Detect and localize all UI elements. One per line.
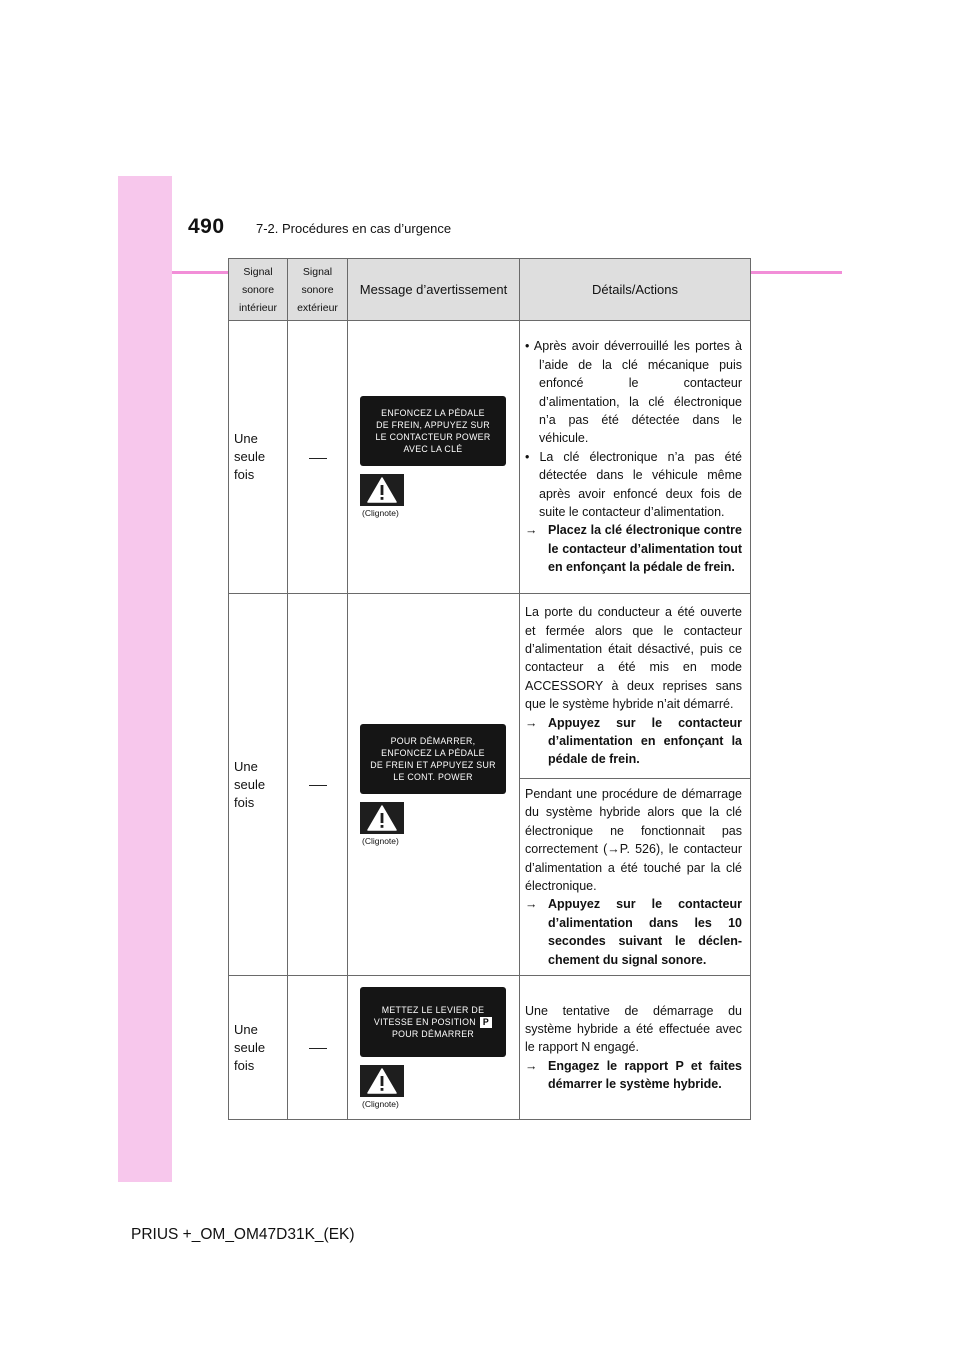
multi-info-display-message: POUR DÉMARRER, ENFONCEZ LA PÉDALE DE FREIN ET APPUYEZ SUR LE CONT. POWER — [360, 724, 506, 794]
interior-buzzer-cell: Une seule fois — [229, 976, 288, 1120]
arrow-icon: → — [525, 523, 538, 538]
warning-triangle-icon — [360, 474, 404, 506]
header-exterior-buzzer: Signal sonore extérieur — [288, 259, 348, 321]
warning-message-cell — [348, 321, 520, 594]
page-number: 490 — [188, 215, 225, 238]
arrow-icon: → — [525, 1058, 538, 1073]
warning-message-cell — [348, 976, 520, 1120]
blink-note: (Clignote) — [362, 835, 399, 846]
exterior-buzzer-cell — [288, 976, 348, 1120]
warning-triangle-icon — [360, 802, 404, 834]
detail-action: → Appuyez sur le contacteur d’alimentation en enfonçant la pédale de frein. — [525, 715, 742, 767]
exterior-buzzer-cell — [288, 594, 348, 976]
header-warning-message: Message d’avertissement — [348, 259, 520, 321]
details-cell — [520, 779, 751, 976]
warning-message-cell — [348, 594, 520, 976]
dash-mark — [309, 1048, 327, 1049]
warning-table — [228, 258, 751, 1120]
header-details-actions: Détails/Actions — [520, 259, 751, 321]
table-row — [229, 321, 751, 594]
details-cell — [520, 321, 751, 594]
detail-bullet: • La clé électronique n’a pas été détectée dans le véhicule même après avoir enfoncé deux fois de suite le contacteur d’alimentation. — [525, 449, 742, 520]
table-row — [229, 976, 751, 1120]
document-code: PRIUS +_OM_OM47D31K_(EK) — [131, 1226, 355, 1243]
multi-info-display-message: METTEZ LE LEVIER DE VITESSE EN POSITION P POUR DÉMARRER — [360, 987, 506, 1057]
side-tab-band — [118, 176, 172, 1182]
table-row — [229, 594, 751, 779]
dash-mark — [309, 458, 327, 459]
section-title: 7-2. Procédures en cas d’urgence — [256, 221, 452, 236]
exterior-buzzer-cell — [288, 321, 348, 594]
detail-text: Pendant une procédure de démarrage du système hybride alors que la clé électronique ne fonctionnait pas correctement (→P. 526), le contacteur d’alimentation a été touché par la clé électronique. — [525, 787, 742, 894]
dash-mark — [309, 785, 327, 786]
detail-action: → Placez la clé électronique contre le contacteur d’alimentation tout en enfonçant la pédale de frein. — [525, 523, 742, 575]
gear-p-badge: P — [480, 1017, 492, 1028]
detail-text: La porte du conducteur a été ouverte et fermée alors que le contacteur d’alimentation était désactivé, puis ce contacteur a été mis en mode ACCESSORY à deux reprises sans que le système hybride n’ait démarré. — [525, 605, 742, 712]
arrow-icon: → — [525, 897, 538, 912]
detail-action: → Engagez le rapport P et faites démarrer le système hybride. — [525, 1058, 742, 1092]
multi-info-display-message: ENFONCEZ LA PÉDALE DE FREIN, APPUYEZ SUR LE CONTACTEUR POWER AVEC LA CLÉ — [360, 396, 506, 466]
interior-buzzer-cell: Une seule fois — [229, 594, 288, 976]
detail-text: Une tentative de démarrage du système hybride a été effectuée avec le rapport N engagé. — [525, 1003, 742, 1055]
details-cell — [520, 976, 751, 1120]
blink-note: (Clignote) — [362, 508, 399, 518]
header-interior-buzzer: Signal sonore intérieur — [229, 259, 288, 321]
blink-note: (Clignote) — [362, 1098, 399, 1109]
detail-bullet: • Après avoir déverrouillé les portes à l’aide de la clé mécanique puis enfoncé le contacteur d’alimentation, la clé électronique n’a pas été détectée dans le véhicule. — [525, 339, 742, 446]
arrow-icon: → — [525, 715, 538, 730]
interior-buzzer-cell: Une seule fois — [229, 321, 288, 594]
details-cell — [520, 594, 751, 779]
warning-triangle-icon — [360, 1065, 404, 1097]
detail-action: → Appuyez sur le contacteur d’alimentation dans les 10 secondes suivant le déclenchement du signal sonore. — [525, 897, 742, 967]
table-header-row — [229, 259, 751, 321]
